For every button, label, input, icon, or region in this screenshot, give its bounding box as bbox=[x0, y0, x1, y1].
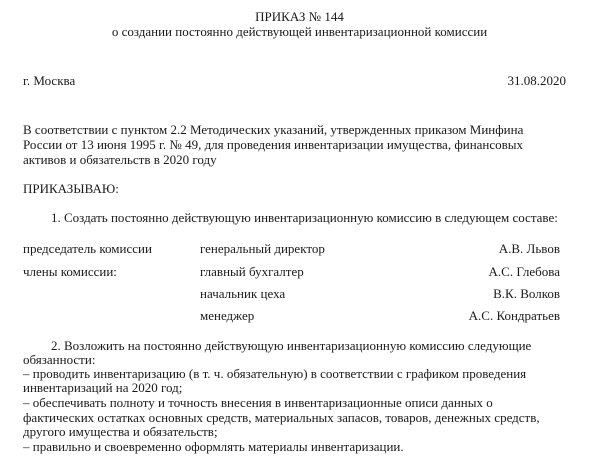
preamble-line-1: В соответствии с пунктом 2.2 Методических указаний, утвержденных приказом Минфина bbox=[23, 122, 524, 137]
order-subtitle: о создании постоянно действующей инвентаризационной комиссии bbox=[111, 24, 488, 39]
preamble-line-2: России от 13 июня 1995 г. № 49, для проведения инвентаризации имущества, финансовых bbox=[23, 137, 524, 152]
item-2-line: другого имущества и обязательств; bbox=[23, 424, 218, 439]
item-1: 1. Создать постоянно действующую инвентаризационную комиссию в следующем составе: bbox=[51, 210, 558, 225]
order-word: ПРИКАЗЫВАЮ: bbox=[23, 181, 119, 196]
order-title: ПРИКАЗ № 144 bbox=[255, 9, 344, 24]
commission-member-name: А.В. Львов bbox=[498, 241, 560, 256]
item-2-line: 2. Возложить на постоянно действующую инвентаризационную комиссию следующие bbox=[51, 338, 532, 353]
item-2-line: – правильно и своевременно оформлять материалы инвентаризации. bbox=[23, 439, 404, 454]
commission-role: председатель комиссии bbox=[23, 241, 152, 256]
item-2-line: – обеспечивать полноту и точность внесения в инвентаризационные описи данных о bbox=[23, 395, 493, 410]
commission-member-name: В.К. Волков bbox=[493, 286, 560, 301]
commission-role: члены комиссии: bbox=[23, 264, 117, 279]
item-2-line: обязанности: bbox=[23, 352, 96, 367]
city: г. Москва bbox=[23, 73, 76, 88]
commission-position: генеральный директор bbox=[200, 241, 325, 256]
commission-position: начальник цеха bbox=[200, 286, 286, 301]
order-date: 31.08.2020 bbox=[507, 73, 566, 88]
commission-member-name: А.С. Глебова bbox=[488, 264, 560, 279]
commission-position: главный бухгалтер bbox=[200, 264, 304, 279]
preamble-line-3: активов и обязательств в 2020 году bbox=[23, 152, 217, 167]
commission-member-name: А.С. Кондратьев bbox=[468, 308, 560, 323]
commission-position: менеджер bbox=[200, 308, 255, 323]
item-2-line: инвентаризаций на 2020 год; bbox=[23, 380, 183, 395]
item-2-line: – проводить инвентаризацию (в т. ч. обязательную) в соответствии с графиком проведения bbox=[23, 366, 527, 381]
item-2-line: фактических остатках основных средств, материальных запасов, товаров, денежных средств, bbox=[23, 410, 540, 425]
